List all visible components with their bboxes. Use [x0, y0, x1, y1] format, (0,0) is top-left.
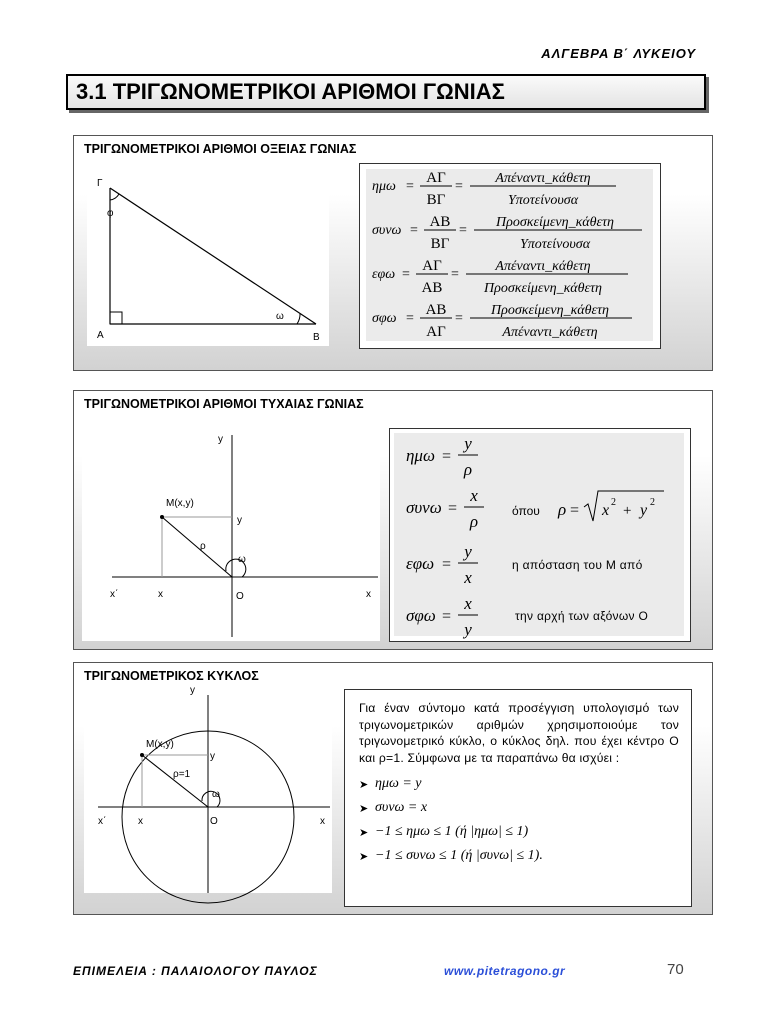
x-coordinate-label: x: [138, 816, 143, 827]
unit-circle-bullets: [359, 778, 679, 874]
general-formulas-box: [389, 428, 691, 642]
bullet-cos-bounds: ➤ −1 ≤ συνω ≤ 1 (ή |συνω| ≤ 1).: [359, 848, 543, 863]
svg-text:=: =: [448, 500, 458, 517]
section-acute-angle: [73, 135, 713, 371]
rho-note-line2: την αρχή των αξόνων Ο: [515, 609, 649, 623]
svg-text:εφω: εφω: [372, 267, 396, 282]
svg-text:ΑΓ: ΑΓ: [422, 258, 442, 274]
svg-text:Προσκείμενη_κάθετη: Προσκείμενη_κάθετη: [496, 215, 614, 230]
arrow-bullet-icon: ➤: [359, 827, 369, 839]
svg-text:x: x: [464, 594, 472, 613]
vertex-G-label: Γ: [97, 178, 103, 189]
svg-text:=: =: [455, 179, 463, 194]
svg-text:y: y: [464, 434, 472, 453]
acute-formulas-box: [359, 163, 661, 349]
unit-circle-diagram: [84, 685, 332, 893]
svg-text:Υποτείνουσα: Υποτείνουσα: [519, 237, 591, 252]
svg-text:x: x: [602, 502, 610, 519]
svg-text:εφω: εφω: [406, 554, 435, 573]
svg-text:σφω: σφω: [406, 606, 436, 625]
unit-circle-text-box: [344, 689, 692, 907]
x-neg-label: x΄: [98, 816, 107, 827]
unit-circle-paragraph: Για έναν σύντομο κατά προσέγγιση υπολογισμό των τριγωνομετρικών αριθμών χρησιμοποιούμε τον τριγωνομετρικό κύκλο, ο κύκλος δηλ. που έχει κέντρο O και ρ=1. Σύμφωνα με τα παραπάνω θα ισχύει :: [359, 701, 679, 765]
x-neg-label: x΄: [110, 589, 119, 600]
svg-text:ημω: ημω: [372, 179, 396, 194]
coordinate-diagram: [82, 421, 380, 641]
svg-text:=: =: [410, 223, 418, 238]
svg-text:x: x: [470, 486, 478, 505]
rho-label: ρ=1: [173, 769, 191, 780]
svg-text:=: =: [442, 556, 452, 573]
footer-author: ΕΠΙΜΕΛΕΙΑ : ΠΑΛΑΙΟΛΟΓΟΥ ΠΑΥΛΟΣ: [73, 964, 318, 978]
svg-text:ρ: ρ: [469, 512, 479, 531]
svg-text:ΒΓ: ΒΓ: [430, 236, 450, 252]
section-title: ΤΡΙΓΩΝΟΜΕΤΡΙΚΟΣ ΚΥΚΛΟΣ: [84, 669, 259, 683]
formula-sin: [372, 170, 616, 208]
svg-text:=: =: [451, 267, 459, 282]
svg-text:ρ: ρ: [558, 500, 567, 519]
origin-label: O: [210, 816, 218, 827]
x-axis-label: x: [366, 589, 371, 600]
y-axis-label: y: [190, 685, 195, 696]
arrow-bullet-icon: ➤: [359, 851, 369, 863]
svg-text:ΑΒ: ΑΒ: [421, 280, 443, 296]
svg-text:Προσκείμενη_κάθετη: Προσκείμενη_κάθετη: [491, 303, 609, 318]
y-coordinate-label: y: [210, 751, 215, 762]
point-M-label: M(x,y): [166, 498, 194, 509]
rho-note-line1: η απόσταση του Μ από: [512, 558, 643, 572]
angle-phi-label: φ: [107, 208, 114, 219]
formula-cot: [372, 302, 632, 340]
svg-text:σφω: σφω: [372, 311, 397, 326]
bullet-cos-equals-x: ➤ συνω = x: [359, 800, 428, 815]
formula-cos: [372, 214, 642, 252]
svg-text:=: =: [570, 502, 580, 519]
vertex-A-label: Α: [97, 330, 104, 341]
formula-cos: [406, 486, 484, 531]
angle-omega-label: ω: [276, 311, 284, 322]
svg-text:y: y: [464, 620, 472, 639]
svg-text:=: =: [455, 311, 463, 326]
svg-text:Προσκείμενη_κάθετη: Προσκείμενη_κάθετη: [484, 281, 602, 296]
omega-label: ω: [212, 789, 220, 800]
formula-cot: [406, 594, 478, 639]
x-coordinate-label: x: [158, 589, 163, 600]
bullet-sin-bounds: ➤ −1 ≤ ημω ≤ 1 (ή |ημω| ≤ 1): [359, 824, 529, 839]
svg-text:x: x: [464, 568, 472, 587]
svg-text:όπου: όπου: [512, 504, 540, 518]
svg-text:=: =: [459, 223, 467, 238]
svg-text:ΑΒ: ΑΒ: [425, 302, 447, 318]
omega-label: ω: [238, 554, 246, 565]
svg-text:ΑΓ: ΑΓ: [426, 324, 446, 340]
svg-text:=: =: [406, 311, 414, 326]
rho-label: ρ: [200, 541, 206, 552]
svg-text:y: y: [640, 502, 648, 519]
origin-label: O: [236, 591, 244, 602]
section-any-angle: [73, 390, 713, 650]
svg-text:Απέναντι_κάθετη: Απέναντι_κάθετη: [502, 325, 598, 340]
svg-text:Απέναντι_κάθετη: Απέναντι_κάθετη: [495, 171, 591, 186]
formula-tan: [406, 542, 478, 587]
svg-text:συνω: συνω: [372, 223, 402, 238]
svg-text:ρ: ρ: [463, 460, 473, 479]
svg-text:ΑΓ: ΑΓ: [426, 170, 446, 186]
chapter-title-box: [66, 74, 706, 110]
arrow-bullet-icon: ➤: [359, 803, 369, 815]
svg-text:ημω: ημω: [406, 446, 435, 465]
svg-text:y: y: [464, 542, 472, 561]
section-title: ΤΡΙΓΩΝΟΜΕΤΡΙΚΟΙ ΑΡΙΘΜΟΙ ΤΥΧΑΙΑΣ ΓΩΝΙΑΣ: [84, 397, 364, 411]
y-coordinate-label: y: [237, 515, 242, 526]
svg-text:2: 2: [650, 497, 655, 508]
svg-text:=: =: [402, 267, 410, 282]
svg-text:=: =: [442, 448, 452, 465]
right-triangle-figure: [87, 166, 329, 346]
formula-tan: [372, 258, 628, 296]
svg-text:Υποτείνουσα: Υποτείνουσα: [507, 193, 579, 208]
vertex-B-label: Β: [313, 332, 320, 343]
rho-definition: [512, 491, 664, 521]
unit-circle-figure: [84, 685, 332, 893]
point-M-label: M(x,y): [146, 739, 174, 750]
bullet-sin-equals-y: ➤ ημω = y: [359, 776, 422, 791]
y-axis-label: y: [218, 434, 223, 445]
svg-text:=: =: [406, 179, 414, 194]
footer-website-link[interactable]: www.pitetragono.gr: [444, 964, 566, 978]
formula-sin: [406, 434, 478, 479]
svg-text:+: +: [623, 503, 632, 519]
section-title: ΤΡΙΓΩΝΟΜΕΤΡΙΚΟΙ ΑΡΙΘΜΟΙ ΟΞΕΙΑΣ ΓΩΝΙΑΣ: [84, 142, 357, 156]
svg-text:ΑΒ: ΑΒ: [429, 214, 451, 230]
acute-formulas: [360, 164, 660, 348]
subject-header: ΑΛΓΕΒΡΑ Β΄ ΛΥΚΕΙΟΥ: [541, 46, 696, 61]
coordinate-figure: [82, 421, 380, 641]
section-unit-circle: [73, 662, 713, 915]
svg-text:Απέναντι_κάθετη: Απέναντι_κάθετη: [495, 259, 591, 274]
right-triangle-diagram: [87, 166, 329, 346]
svg-text:ΒΓ: ΒΓ: [426, 192, 446, 208]
svg-text:συνω: συνω: [406, 498, 442, 517]
chapter-title: 3.1 ΤΡΙΓΩΝΟΜΕΤΡΙΚΟΙ ΑΡΙΘΜΟΙ ΓΩΝΙΑΣ: [76, 79, 505, 104]
svg-text:2: 2: [611, 497, 616, 508]
svg-text:=: =: [442, 608, 452, 625]
page-number: 70: [667, 961, 684, 978]
arrow-bullet-icon: ➤: [359, 779, 369, 791]
x-axis-label: x: [320, 816, 325, 827]
